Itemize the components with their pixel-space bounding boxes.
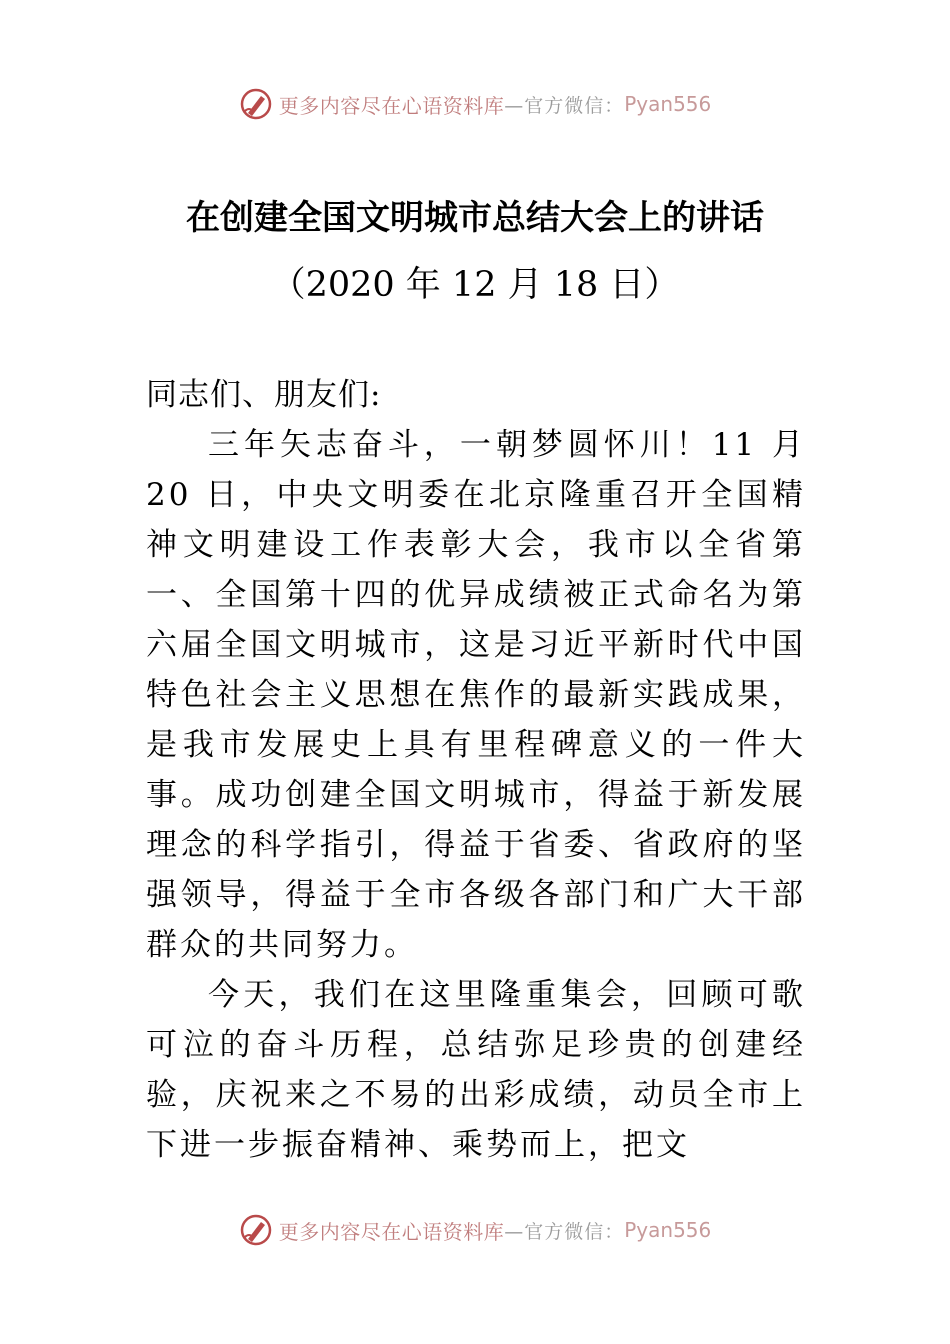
watermark-sub-text: —官方微信： — [504, 94, 625, 117]
watermark-wechat-id: Pyan556 — [624, 92, 712, 116]
watermark-header — [0, 86, 950, 122]
watermark-footer — [0, 1212, 950, 1248]
watermark-main-text: 更多内容尽在心语资料库 — [278, 1219, 505, 1244]
paragraph: 今天，我们在这里隆重集会，回顾可歌可泣的奋斗历程，总结弥足珍贵的创建经验，庆祝来之不易的出彩成绩，动员全市上下进一步振奋精神、乘势而上，把文 — [146, 977, 806, 1163]
watermark-main-text: 更多内容尽在心语资料库 — [278, 93, 505, 118]
document-body — [146, 370, 806, 1170]
watermark-sub-text: —官方微信： — [504, 1220, 625, 1243]
watermark-wechat-id: Pyan556 — [624, 1218, 712, 1242]
paragraph: 三年矢志奋斗，一朝梦圆怀川！11 月 20 日，中央文明委在北京隆重召开全国精神文明建设工作表彰大会，我市以全省第一、全国第十四的优异成绩被正式命名为第六届全国文明城市，这是习近平新时代中国特色社会主义思想在焦作的最新实践成果，是我市发展史上具有里程碑意义的一件大事。成功创建全国文明城市，得益于新发展理念的科学指引，得益于省委、省政府的坚强领导，得益于全市各级各部门和广大干部群众的共同努力。 — [146, 427, 806, 963]
document-date: （2020 年 12 月 18 日） — [270, 265, 680, 305]
salutation: 同志们、朋友们: — [146, 377, 382, 413]
pen-nib-circle-icon — [239, 87, 273, 121]
pen-nib-circle-icon — [239, 1213, 273, 1247]
document-title: 在创建全国文明城市总结大会上的讲话 — [186, 198, 764, 238]
